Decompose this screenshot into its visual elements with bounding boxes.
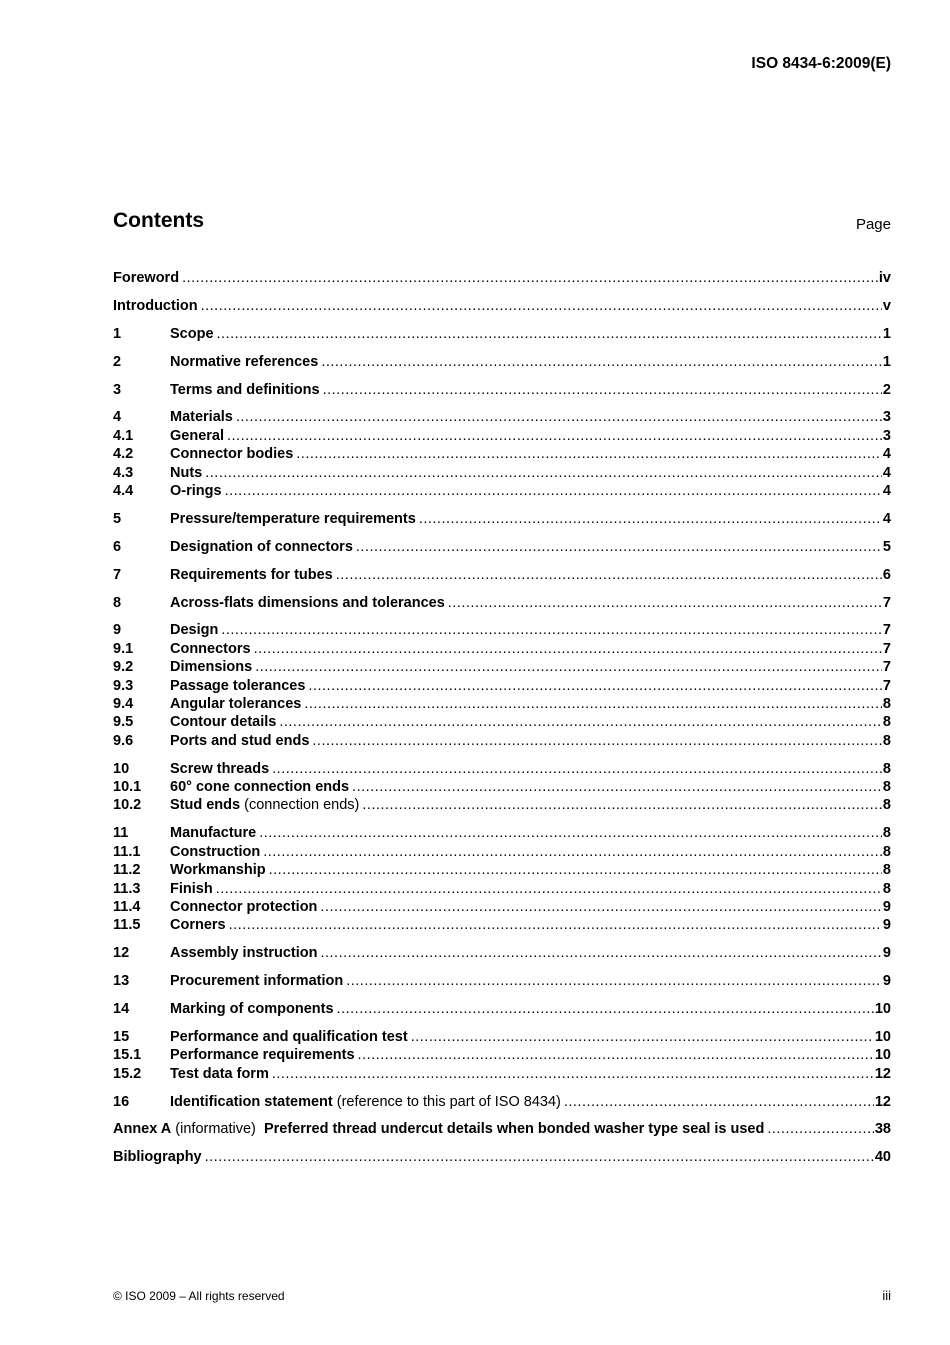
toc-entry-number: 16 <box>113 1093 130 1110</box>
toc-entry-title <box>170 381 320 399</box>
toc-entry-title-text: Connector protection <box>170 898 318 915</box>
toc-entry-number: 9.4 <box>113 696 134 713</box>
toc-entry-number: 15.2 <box>113 1065 142 1082</box>
toc-entry-page: 8 <box>882 797 891 814</box>
toc-dot-leader <box>279 713 882 731</box>
toc-entry-title-text: Annex A <box>113 1121 172 1138</box>
toc-dot-leader <box>217 325 882 343</box>
toc-entry-title-text: Workmanship <box>170 862 266 879</box>
toc-dot-leader <box>272 1065 874 1083</box>
toc-entry[interactable] <box>113 269 891 287</box>
toc-entry-page: 1 <box>882 325 891 342</box>
toc-entry-title <box>170 843 260 861</box>
toc-entry[interactable] <box>113 1148 891 1166</box>
toc-entry-number: 9.2 <box>113 659 134 676</box>
toc-entry[interactable] <box>113 1120 891 1138</box>
toc-entry-title <box>170 408 233 426</box>
toc-entry-number: 14 <box>113 1001 130 1017</box>
toc-entry[interactable] <box>113 778 891 796</box>
toc-entry[interactable] <box>113 566 891 584</box>
toc-dot-leader <box>236 408 882 426</box>
toc-dot-leader <box>308 677 882 695</box>
toc-entry[interactable] <box>113 916 891 934</box>
toc-entry-number: 11.1 <box>113 843 141 860</box>
toc-entry[interactable] <box>113 482 891 500</box>
footer-page-number: iii <box>882 1288 891 1303</box>
toc-entry[interactable] <box>113 713 891 731</box>
toc-entry-title-text: Introduction <box>113 297 198 314</box>
toc-dot-leader <box>337 1000 874 1018</box>
toc-entry-number: 11 <box>113 825 129 842</box>
toc-dot-leader <box>304 695 882 713</box>
toc-entry-page: 4 <box>882 464 891 481</box>
toc-entry-page: 5 <box>882 538 891 555</box>
toc-entry[interactable] <box>113 880 891 898</box>
toc-entry-title <box>170 621 218 639</box>
toc-entry-number: 9.1 <box>113 640 134 657</box>
toc-entry[interactable] <box>113 408 891 426</box>
toc-entry-title <box>170 325 214 343</box>
toc-entry-number: 4.3 <box>113 464 134 481</box>
toc-dot-leader <box>225 482 882 500</box>
toc-entry-number: 4.2 <box>113 446 134 463</box>
toc-entry-page: 8 <box>882 843 891 860</box>
toc-entry[interactable] <box>113 972 891 990</box>
toc-entry-page: 7 <box>882 677 891 694</box>
toc-entry-page: 4 <box>882 510 891 527</box>
toc-entry[interactable] <box>113 325 891 343</box>
toc-entry-title <box>170 796 359 814</box>
toc-dot-leader <box>312 732 882 750</box>
toc-entry-page: 8 <box>882 862 891 879</box>
toc-entry-page: 7 <box>882 659 891 676</box>
toc-entry-page: 1 <box>882 353 891 370</box>
toc-entry-title <box>170 713 276 731</box>
toc-dot-leader <box>323 381 882 399</box>
toc-entry-page: 9 <box>882 917 891 934</box>
toc-dot-leader <box>320 944 881 962</box>
toc-entry-title-text: Finish <box>170 880 213 897</box>
toc-entry-page: 9 <box>882 898 891 915</box>
toc-entry[interactable] <box>113 944 891 962</box>
toc-entry-title <box>170 1046 355 1064</box>
toc-entry-title <box>170 944 317 962</box>
toc-entry[interactable] <box>113 1046 891 1064</box>
toc-entry-title <box>170 464 202 482</box>
toc-entry-page: iv <box>878 270 891 286</box>
toc-entry-number: 13 <box>113 973 130 990</box>
toc-entry-title <box>170 482 222 500</box>
toc-entry[interactable] <box>113 594 891 612</box>
toc-entry-title-text: O-rings <box>170 483 222 500</box>
toc-dot-leader <box>352 778 882 796</box>
toc-dot-leader <box>320 898 882 916</box>
toc-entry-title <box>170 510 416 528</box>
toc-dot-leader <box>269 861 882 879</box>
toc-entry[interactable] <box>113 796 891 814</box>
toc-dot-leader <box>448 594 882 612</box>
toc-entry-title-text: Dimensions <box>170 659 253 676</box>
toc-dot-leader <box>205 464 882 482</box>
toc-entry[interactable] <box>113 1000 891 1018</box>
toc-entry[interactable] <box>113 381 891 399</box>
toc-entry-number: 11.2 <box>113 862 141 879</box>
toc-dot-leader <box>358 1046 874 1064</box>
toc-entry-page: 12 <box>874 1093 891 1110</box>
toc-entry-number: 10.2 <box>113 797 142 814</box>
toc-dot-leader <box>321 353 882 371</box>
toc-entry-number: 8 <box>113 594 122 611</box>
toc-entry-number: 9.3 <box>113 677 134 694</box>
toc-entry-page: 8 <box>882 779 891 796</box>
toc-entry-title-text: Designation of connectors <box>170 538 353 555</box>
toc-entry-title-text: Performance and qualification test <box>170 1028 408 1045</box>
toc-entry-page: 8 <box>882 696 891 713</box>
table-of-contents <box>113 269 891 1167</box>
toc-entry-title-continuation: Preferred thread undercut details when bonded washer type seal is used <box>263 1121 765 1138</box>
toc-entry[interactable] <box>113 1028 891 1046</box>
toc-entry-number: 12 <box>113 945 130 962</box>
toc-entry-title-text: Procurement information <box>170 973 344 990</box>
toc-entry-title <box>170 658 252 676</box>
toc-entry-title-suffix: (connection ends) <box>240 797 360 814</box>
toc-entry[interactable] <box>113 861 891 879</box>
toc-entry-title <box>113 1120 764 1138</box>
toc-entry-title <box>113 1148 202 1166</box>
toc-entry-page: 8 <box>882 825 891 842</box>
toc-entry[interactable] <box>113 843 891 861</box>
toc-entry-title <box>170 732 309 750</box>
toc-entry-title <box>170 972 343 990</box>
toc-entry-number: 11.4 <box>113 898 141 915</box>
toc-entry-title-text: Bibliography <box>113 1149 202 1166</box>
toc-entry-title <box>170 778 349 796</box>
toc-entry[interactable] <box>113 824 891 842</box>
toc-entry-title-text: 60° cone connection ends <box>170 779 350 796</box>
toc-entry-number: 3 <box>113 381 122 398</box>
toc-entry[interactable] <box>113 1065 891 1083</box>
toc-entry-page: 10 <box>874 1001 891 1017</box>
toc-dot-leader <box>296 445 882 463</box>
toc-entry[interactable] <box>113 621 891 639</box>
toc-entry-number: 4.4 <box>113 483 134 500</box>
toc-entry-page: 9 <box>882 945 891 962</box>
toc-entry-page: 6 <box>882 566 891 583</box>
toc-entry-number: 1 <box>113 325 122 342</box>
toc-entry[interactable] <box>113 464 891 482</box>
toc-entry-page: 8 <box>882 714 891 731</box>
toc-entry[interactable] <box>113 445 891 463</box>
toc-entry[interactable] <box>113 538 891 556</box>
toc-dot-leader <box>272 760 882 778</box>
toc-entry-title <box>170 677 305 695</box>
toc-entry[interactable] <box>113 677 891 695</box>
toc-entry-number: 9.5 <box>113 714 134 731</box>
toc-entry-title <box>170 1000 334 1018</box>
toc-entry-title-text: Corners <box>170 917 226 934</box>
toc-entry[interactable] <box>113 297 891 315</box>
toc-entry-title-text: Nuts <box>170 464 203 481</box>
toc-entry-title-text: Test data form <box>170 1065 269 1082</box>
toc-entry-title-text: General <box>170 427 224 444</box>
toc-dot-leader <box>229 916 882 934</box>
toc-entry-page: v <box>882 297 891 314</box>
toc-entry[interactable] <box>113 353 891 371</box>
toc-entry[interactable] <box>113 640 891 658</box>
toc-entry-title <box>170 824 256 842</box>
page-column-label: Page <box>855 216 891 233</box>
toc-entry-page: 10 <box>874 1028 891 1045</box>
toc-entry-title-text: Normative references <box>170 353 319 370</box>
toc-entry-title <box>170 594 445 612</box>
toc-entry-page: 8 <box>882 732 891 749</box>
toc-dot-leader <box>254 640 882 658</box>
toc-entry[interactable] <box>113 732 891 750</box>
toc-entry[interactable] <box>113 427 891 445</box>
toc-entry-title-text: Contour details <box>170 714 277 731</box>
toc-entry-page: 9 <box>882 973 891 990</box>
toc-entry-number: 10 <box>113 760 130 777</box>
toc-entry-title <box>113 269 179 287</box>
toc-entry[interactable] <box>113 760 891 778</box>
toc-entry-page: 4 <box>882 483 891 500</box>
toc-entry[interactable] <box>113 1093 891 1111</box>
toc-entry-number: 6 <box>113 538 122 555</box>
toc-entry-title-text: Manufacture <box>170 825 257 842</box>
toc-entry-title-text: Design <box>170 622 219 639</box>
toc-dot-leader <box>362 796 882 814</box>
toc-entry-number: 9 <box>113 622 122 639</box>
toc-entry-page: 3 <box>882 427 891 444</box>
toc-entry-title <box>170 898 317 916</box>
toc-entry-page: 4 <box>882 446 891 463</box>
toc-entry-number: 7 <box>113 566 122 583</box>
toc-dot-leader <box>767 1120 874 1138</box>
toc-dot-leader <box>227 427 882 445</box>
toc-entry-title-text: Scope <box>170 325 214 342</box>
toc-entry-title <box>170 916 226 934</box>
toc-entry-title <box>170 427 224 445</box>
document-header-code: ISO 8434-6:2009(E) <box>751 55 891 72</box>
toc-entry-page: 7 <box>882 640 891 657</box>
toc-entry-page: 10 <box>874 1047 891 1064</box>
toc-entry-number: 15.1 <box>113 1047 142 1064</box>
toc-entry-title-text: Identification statement <box>170 1093 333 1110</box>
toc-dot-leader <box>255 658 882 676</box>
toc-entry-title <box>170 695 301 713</box>
toc-entry-title-text: Angular tolerances <box>170 696 302 713</box>
toc-entry-title <box>113 297 198 315</box>
toc-entry-number: 9.6 <box>113 732 134 749</box>
toc-dot-leader <box>411 1028 874 1046</box>
toc-entry-title-text: Materials <box>170 409 233 426</box>
toc-dot-leader <box>419 510 882 528</box>
toc-entry-number: 15 <box>113 1028 130 1045</box>
toc-entry-page: 8 <box>882 760 891 777</box>
toc-entry-number: 4 <box>113 409 122 426</box>
toc-dot-leader <box>263 843 882 861</box>
toc-entry-title <box>170 640 251 658</box>
toc-dot-leader <box>201 297 882 315</box>
toc-entry-title <box>170 1028 408 1046</box>
toc-entry-page: 12 <box>874 1065 891 1082</box>
toc-entry-page: 7 <box>882 622 891 639</box>
toc-dot-leader <box>336 566 882 584</box>
toc-entry-number: 10.1 <box>113 779 142 796</box>
toc-entry-title-text: Foreword <box>113 270 180 286</box>
toc-entry-title <box>170 880 213 898</box>
toc-entry-number: 2 <box>113 353 122 370</box>
toc-entry-title-text: Marking of components <box>170 1001 334 1017</box>
toc-entry[interactable] <box>113 658 891 676</box>
toc-entry-title-text: Connector bodies <box>170 446 294 463</box>
toc-entry-title <box>170 353 318 371</box>
toc-entry-title-text: Performance requirements <box>170 1047 355 1064</box>
toc-entry-title-suffix: (informative) <box>171 1121 264 1138</box>
toc-entry-title-text: Assembly instruction <box>170 945 318 962</box>
toc-entry-title-text: Screw threads <box>170 760 270 777</box>
toc-dot-leader <box>182 269 878 287</box>
toc-dot-leader <box>205 1148 874 1166</box>
toc-dot-leader <box>216 880 882 898</box>
toc-entry-title <box>170 760 269 778</box>
toc-entry[interactable] <box>113 695 891 713</box>
toc-entry-number: 11.5 <box>113 917 141 934</box>
toc-entry-title-text: Connectors <box>170 640 251 657</box>
toc-entry-title-text: Requirements for tubes <box>170 566 333 583</box>
toc-entry-title <box>170 538 353 556</box>
toc-entry-title-suffix: (reference to this part of ISO 8434) <box>332 1093 561 1110</box>
toc-entry-page: 3 <box>882 409 891 426</box>
toc-entry[interactable] <box>113 898 891 916</box>
toc-entry-title-text: Construction <box>170 843 261 860</box>
toc-entry-page: 7 <box>882 594 891 611</box>
toc-dot-leader <box>356 538 882 556</box>
toc-entry-page: 2 <box>882 381 891 398</box>
toc-entry-page: 38 <box>874 1121 891 1138</box>
toc-entry-title-text: Stud ends <box>170 797 241 814</box>
toc-entry-title-text: Ports and stud ends <box>170 732 310 749</box>
toc-dot-leader <box>221 621 882 639</box>
toc-entry-title-text: Terms and definitions <box>170 381 320 398</box>
contents-heading: Contents <box>113 209 204 232</box>
toc-entry-page: 40 <box>874 1149 891 1166</box>
toc-entry-title-text: Across-flats dimensions and tolerances <box>170 594 445 611</box>
toc-entry-title <box>170 445 293 463</box>
toc-dot-leader <box>346 972 882 990</box>
toc-entry-title <box>170 1093 561 1111</box>
footer-copyright: © ISO 2009 – All rights reserved <box>113 1289 285 1303</box>
toc-dot-leader <box>564 1093 874 1111</box>
toc-entry-number: 4.1 <box>113 427 134 444</box>
toc-entry-title-text: Pressure/temperature requirements <box>170 510 416 527</box>
toc-entry-number: 11.3 <box>113 880 141 897</box>
toc-entry-title-text: Passage tolerances <box>170 677 306 694</box>
toc-entry-title <box>170 861 266 879</box>
toc-entry-page: 8 <box>882 880 891 897</box>
toc-entry-title <box>170 566 333 584</box>
toc-entry-title <box>170 1065 269 1083</box>
toc-dot-leader <box>259 824 882 842</box>
toc-entry[interactable] <box>113 510 891 528</box>
toc-entry-number: 5 <box>113 510 122 527</box>
